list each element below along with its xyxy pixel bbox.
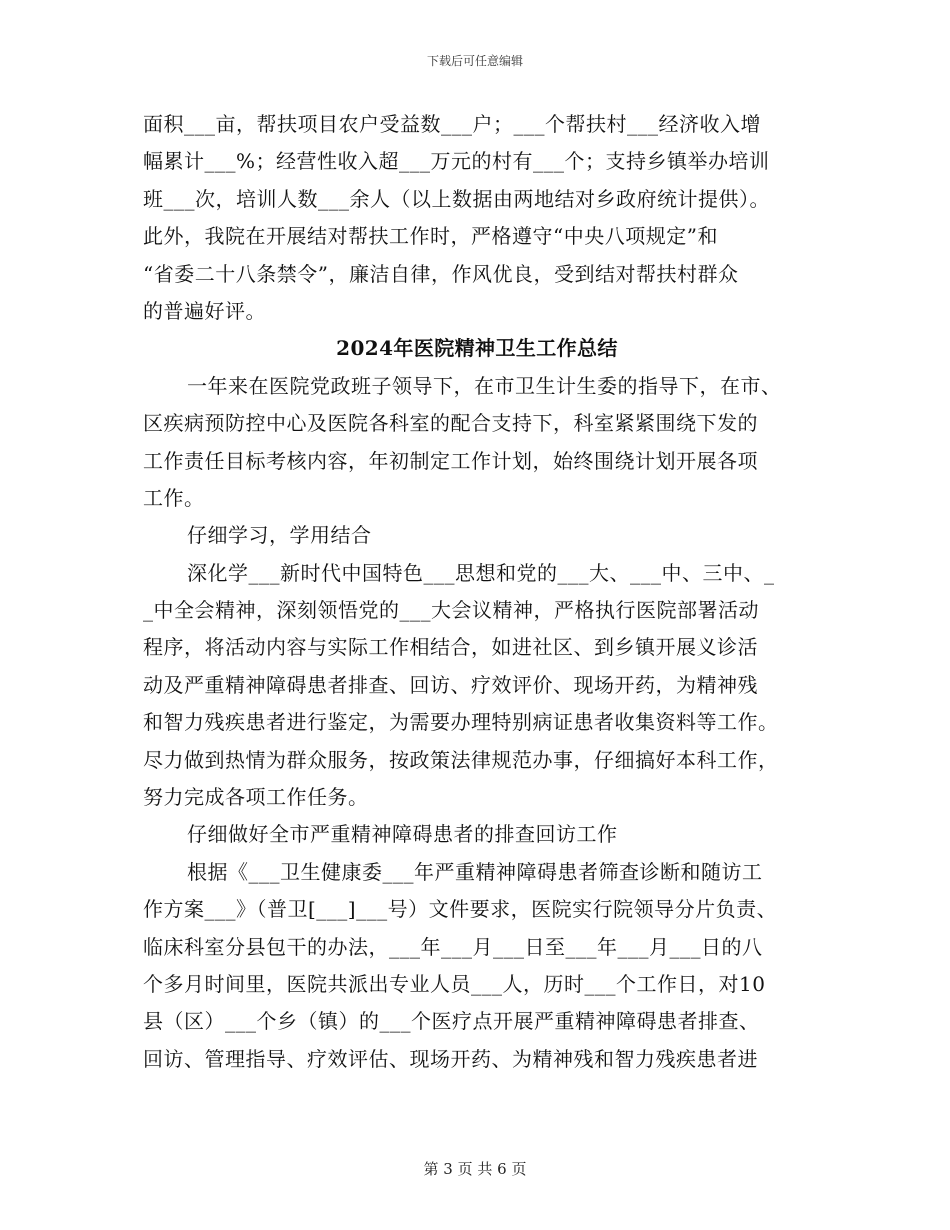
text-line: 动及严重精神障碍患者排查、回访、疗效评价、现场开药，为精神残	[143, 672, 758, 697]
subheading: 仔细做好全市严重精神障碍患者的排查回访工作	[187, 822, 618, 847]
text-line: 工作责任目标考核内容，年初制定工作计划，始终围绕计划开展各项	[143, 448, 758, 473]
text-line: 努力完成各项工作任务。	[143, 785, 369, 810]
text-line: 深化学___新时代中国特色___思想和党的___大、___中、三中、_	[187, 560, 775, 585]
text-line: 临床科室分县包干的办法，___年___月___日至___年___月___日的八	[143, 934, 763, 959]
header-note: 下载后可任意编辑	[426, 54, 523, 68]
text-line: 工作。	[143, 485, 205, 510]
text-line: 的普遍好评。	[143, 298, 266, 323]
text-line: 作方案___》（普卫[___]___号）文件要求，医院实行院领导分片负责、	[143, 897, 778, 922]
text-line: 班___次，培训人数___余人（以上数据由两地结对乡政府统计提供）。	[143, 186, 770, 211]
section-title: 2024年医院精神卫生工作总结	[336, 336, 618, 361]
document-body	[143, 106, 811, 1078]
text-line: 此外，我院在开展结对帮扶工作时，严格遵守“中央八项规定”和	[143, 224, 718, 249]
text-line: 一年来在医院党政班子领导下，在市卫生计生委的指导下，在市、	[187, 373, 782, 398]
text-line: “省委二十八条禁令”，廉洁自律，作风优良，受到结对帮扶村群众	[143, 261, 739, 286]
text-line: 面积___亩，帮扶项目农户受益数___户；___个帮扶村___经济收入增	[143, 112, 761, 136]
text-line: 回访、管理指导、疗效评估、现场开药、为精神残和智力残疾患者进	[143, 1046, 758, 1071]
text-line: 个多月时间里，医院共派出专业人员___人，历时___个工作日，对10	[143, 971, 766, 996]
text-line: 程序，将活动内容与实际工作相结合，如进社区、到乡镇开展义诊活	[143, 635, 758, 660]
text-line: 和智力残疾患者进行鉴定，为需要办理特别病证患者收集资料等工作。	[143, 710, 779, 735]
text-line: 根据《___卫生健康委___年严重精神障碍患者筛查诊断和随访工	[187, 859, 763, 884]
subheading: 仔细学习，学用结合	[187, 523, 372, 548]
text-line: 区疾病预防控中心及医院各科室的配合支持下，科室紧紧围绕下发的	[143, 411, 758, 436]
text-line: 县（区）___个乡（镇）的___个医疗点开展严重精神障碍患者排查、	[143, 1009, 760, 1034]
text-line: _中全会精神，深刻领悟党的___大会议精神，严格执行医院部署活动	[143, 598, 759, 623]
text-line: 幅累计___%；经营性收入超___万元的村有___个；支持乡镇举办培训	[143, 149, 770, 174]
page-number: 第 3 页 共 6 页	[423, 1160, 527, 1178]
text-line: 尽力做到热情为群众服务，按政策法律规范办事，仔细搞好本科工作，	[143, 747, 779, 772]
